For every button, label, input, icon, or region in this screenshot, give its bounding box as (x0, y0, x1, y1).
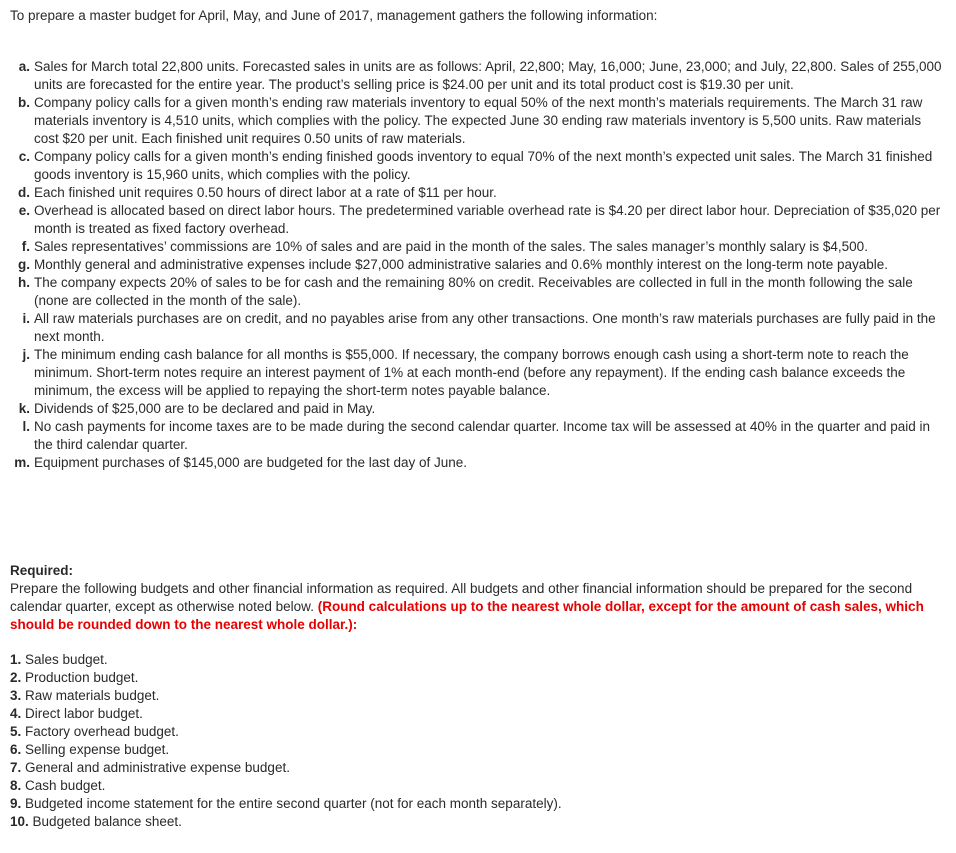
list-item (10, 238, 946, 256)
item-label: d. (18, 185, 30, 200)
task-text: Raw materials budget. (25, 688, 160, 703)
task-text: Selling expense budget. (25, 742, 170, 757)
list-item (10, 58, 946, 94)
task-number: 3. (10, 688, 22, 703)
task-number: 8. (10, 778, 22, 793)
item-text: The company expects 20% of sales to be for cash and the remaining 80% on credit. Receivables are collected in full in the month following the sale (none are collected in the month of the sale). (34, 275, 913, 308)
task-item (10, 741, 910, 759)
list-item (10, 256, 946, 274)
task-item (10, 651, 910, 669)
item-label: f. (21, 239, 30, 254)
item-text: Sales representatives’ commissions are 10% of sales and are paid in the month of the sales. The sales manager’s monthly salary is $4,500. (34, 239, 868, 254)
task-item (10, 687, 910, 705)
item-label: b. (18, 95, 30, 110)
task-text: Budgeted balance sheet. (32, 814, 182, 829)
task-item (10, 759, 910, 777)
item-label: c. (18, 149, 30, 164)
required-instructions (10, 580, 946, 634)
task-text: Cash budget. (25, 778, 106, 793)
required-heading: Required: (10, 563, 74, 578)
task-number: 7. (10, 760, 22, 775)
task-text: Factory overhead budget. (25, 724, 179, 739)
task-number: 6. (10, 742, 22, 757)
item-text: The minimum ending cash balance for all months is $55,000. If necessary, the company borrows enough cash using a short-term note to reach the minimum. Short-term notes require an interest payment of 1% at each month-end (before any repayment). If the ending cash balance exceeds the minimum, the excess will be applied to repaying the short-term notes payable balance. (34, 347, 909, 398)
required-task-list (10, 651, 910, 831)
task-number: 9. (10, 796, 22, 811)
intro-paragraph: To prepare a master budget for April, May, and June of 2017, management gathers the following information: (10, 8, 658, 23)
item-text: Overhead is allocated based on direct labor hours. The predetermined variable overhead rate is $4.20 per direct labor hour. Depreciation of $35,020 per month is treated as fixed factory overhead. (34, 203, 941, 236)
item-text: Sales for March total 22,800 units. Forecasted sales in units are as follows: April, 22,800; May, 16,000; June, 23,000; and July, 22,800. Sales of 255,000 units are forecasted for the entire year. The product’s selling price is $24.00 per unit and its total product cost is $19.30 per unit. (34, 59, 942, 92)
rounding-note: (Round calculations up to the nearest whole dollar, except for the amount of cash sales, which should be rounded down to the nearest whole dollar.): (10, 599, 924, 632)
item-text: Dividends of $25,000 are to be declared and paid in May. (34, 401, 376, 416)
task-item (10, 669, 910, 687)
list-item (10, 400, 946, 418)
item-label: i. (22, 311, 30, 326)
item-label: g. (18, 257, 30, 272)
task-text: Sales budget. (25, 652, 108, 667)
task-number: 10. (10, 814, 29, 829)
list-item (10, 274, 946, 310)
item-label: l. (22, 419, 30, 434)
list-item (10, 310, 946, 346)
task-item (10, 795, 910, 813)
item-text: Company policy calls for a given month’s ending finished goods inventory to equal 70% of the next month’s expected unit sales. The March 31 finished goods inventory is 15,960 units, which complies with the policy. (34, 149, 933, 182)
task-number: 4. (10, 706, 22, 721)
required-text: Prepare the following budgets and other financial information as required. All budgets and other financial information should be prepared for the second calendar quarter, except as otherwise noted below. (10, 581, 913, 614)
item-label: k. (18, 401, 30, 416)
list-item (10, 454, 946, 472)
task-number: 1. (10, 652, 22, 667)
list-item (10, 202, 946, 238)
required-section (10, 562, 946, 634)
information-list (10, 58, 946, 472)
task-number: 5. (10, 724, 22, 739)
task-text: Budgeted income statement for the entire second quarter (not for each month separately). (25, 796, 562, 811)
task-text: General and administrative expense budget. (25, 760, 290, 775)
item-text: All raw materials purchases are on credit, and no payables arise from any other transactions. One month’s raw materials purchases are fully paid in the next month. (34, 311, 936, 344)
item-label: e. (18, 203, 30, 218)
list-item (10, 94, 946, 148)
task-item (10, 723, 910, 741)
list-item (10, 346, 946, 400)
item-text: Each finished unit requires 0.50 hours of direct labor at a rate of $11 per hour. (34, 185, 497, 200)
item-label: m. (14, 455, 30, 470)
list-item (10, 184, 946, 202)
task-item (10, 813, 910, 831)
item-label: h. (18, 275, 30, 290)
list-item (10, 418, 946, 454)
item-text: Equipment purchases of $145,000 are budgeted for the last day of June. (34, 455, 468, 470)
item-text: No cash payments for income taxes are to be made during the second calendar quarter. Income tax will be assessed at 40% in the quarter and paid in the third calendar quarter. (34, 419, 931, 452)
item-text: Monthly general and administrative expenses include $27,000 administrative salaries and 0.6% monthly interest on the long-term note payable. (34, 257, 888, 272)
item-text: Company policy calls for a given month’s ending raw materials inventory to equal 50% of the next month’s materials requirements. The March 31 raw materials inventory is 4,510 units, which complies with the policy. The expected June 30 ending raw materials inventory is 5,500 units. Raw materials cost $20 per unit. Each finished unit requires 0.50 units of raw materials. (34, 95, 923, 146)
task-item (10, 777, 910, 795)
task-text: Production budget. (25, 670, 139, 685)
list-item (10, 148, 946, 184)
task-text: Direct labor budget. (25, 706, 143, 721)
item-label: a. (18, 59, 30, 74)
item-label: j. (22, 347, 30, 362)
task-number: 2. (10, 670, 22, 685)
task-item (10, 705, 910, 723)
